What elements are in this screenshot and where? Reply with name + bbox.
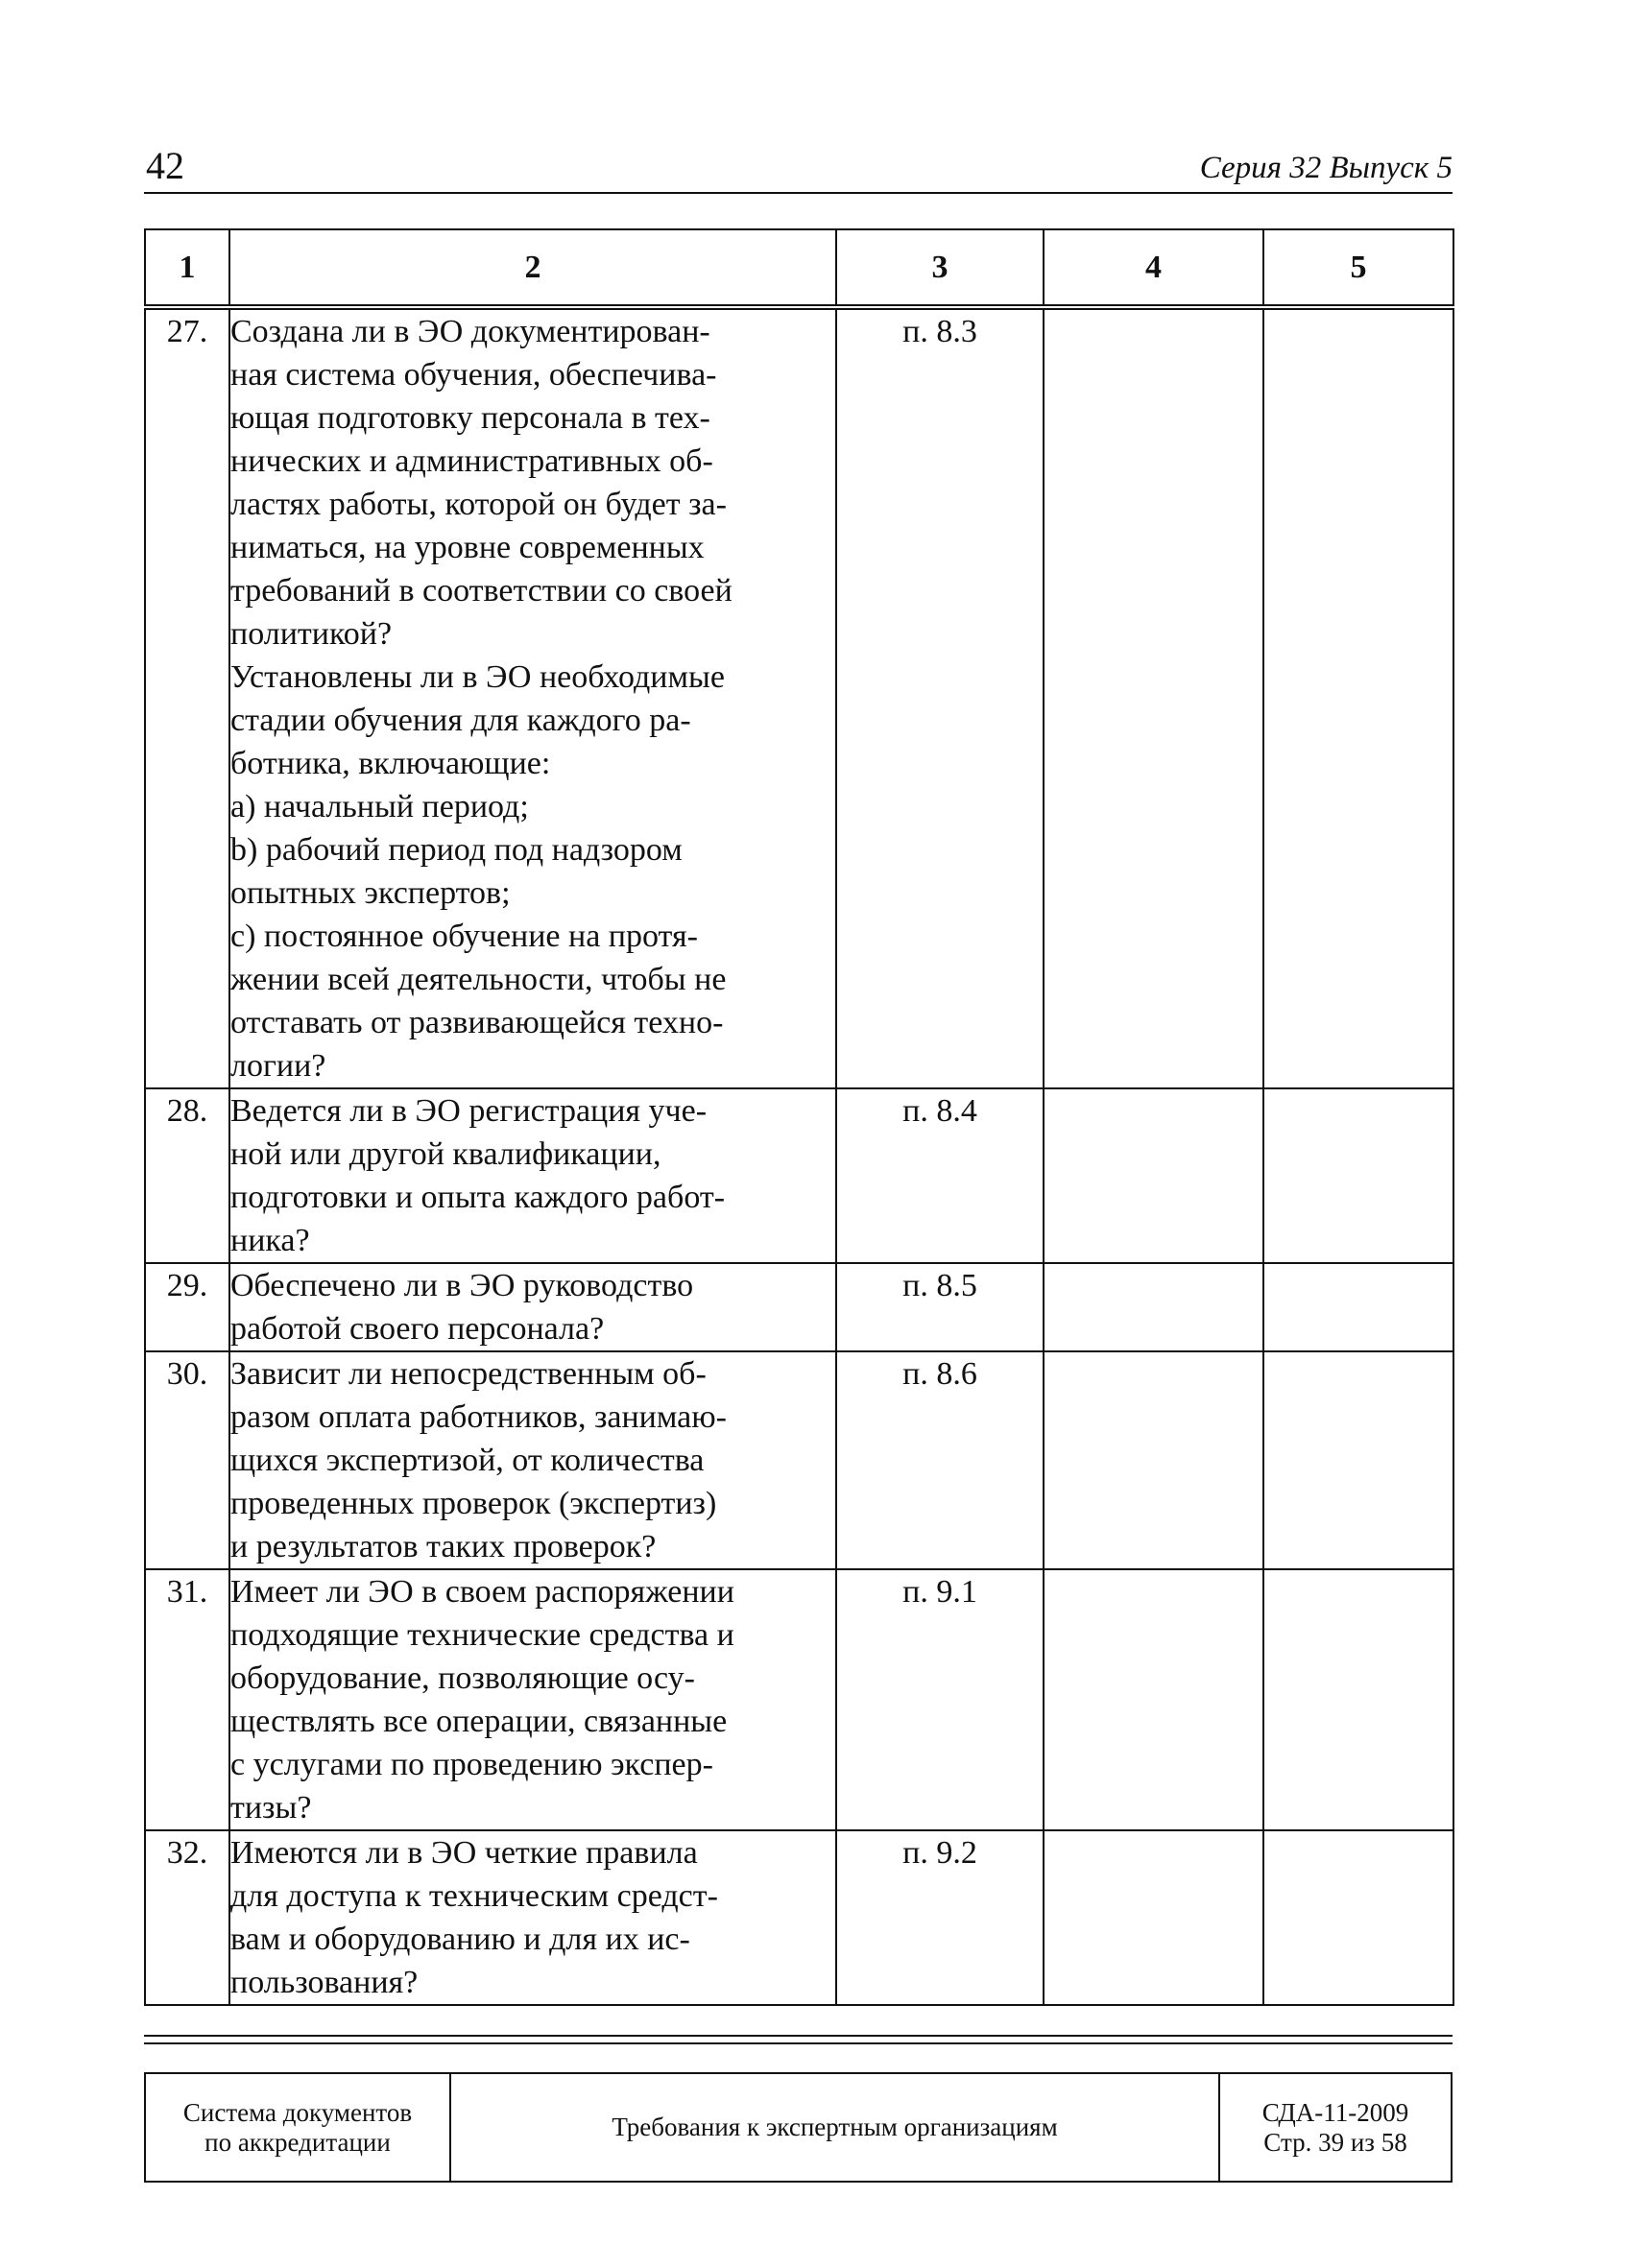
question-line: с) постоянное обучение на протя-: [230, 919, 698, 954]
question-line: ной или другой квалификации,: [230, 1136, 661, 1172]
column-5-cell: [1263, 1263, 1453, 1351]
question-line: вам и оборудованию и для их ис-: [230, 1922, 690, 1957]
question-line: отставать от развивающейся техно-: [230, 1005, 724, 1040]
column-5-cell: [1263, 307, 1453, 1088]
reference-cell: п. 8.6: [836, 1351, 1044, 1569]
question-line: ществлять все операции, связанные: [230, 1704, 728, 1739]
reference-cell: п. 8.4: [836, 1088, 1044, 1263]
row-number: 32.: [145, 1830, 229, 2005]
column-5-cell: [1263, 1569, 1453, 1830]
question-line: разом оплата работников, занимаю-: [230, 1399, 727, 1435]
question-line: ющая подготовку персонала в тех-: [230, 400, 710, 436]
question-line: пользования?: [230, 1965, 419, 2000]
checklist-table: [144, 228, 1454, 2006]
footer-page-info: Стр. 39 из 58: [1263, 2127, 1407, 2157]
question-line: жении всей деятельности, чтобы не: [230, 962, 727, 997]
question-cell: [229, 1569, 836, 1830]
question-line: политикой?: [230, 616, 393, 652]
row-number: 29.: [145, 1263, 229, 1351]
column-4-cell: [1044, 1351, 1263, 1569]
reference-cell: п. 8.3: [836, 307, 1044, 1088]
bottom-rule-lower: [144, 2042, 1453, 2044]
question-cell: [229, 1263, 836, 1351]
column-5-cell: [1263, 1830, 1453, 2005]
column-header-4: 4: [1044, 229, 1263, 307]
question-line: Имеются ли в ЭО четкие правила: [230, 1835, 698, 1871]
column-header-5: 5: [1263, 229, 1453, 307]
footer-title-cell: [451, 2074, 1220, 2181]
question-line: Зависит ли непосредственным об-: [230, 1356, 707, 1392]
column-5-cell: [1263, 1351, 1453, 1569]
column-4-cell: [1044, 307, 1263, 1088]
question-line: тизы?: [230, 1790, 312, 1826]
question-line: опытных экспертов;: [230, 875, 511, 911]
column-4-cell: [1044, 1088, 1263, 1263]
question-line: Установлены ли в ЭО необходимые: [230, 659, 725, 695]
table-row: [145, 1569, 1453, 1830]
question-line: подходящие технические средства и: [230, 1617, 734, 1653]
series-title: Серия 32 Выпуск 5: [1199, 151, 1453, 185]
column-5-cell: [1263, 1088, 1453, 1263]
question-line: оборудование, позволяющие осу-: [230, 1660, 695, 1696]
question-line: ботника, включающие:: [230, 746, 551, 781]
question-line: и результатов таких проверок?: [230, 1529, 657, 1564]
question-line: b) рабочий период под надзором: [230, 832, 683, 868]
reference-cell: п. 9.2: [836, 1830, 1044, 2005]
footer-system-cell: [146, 2074, 451, 2181]
question-cell: [229, 307, 836, 1088]
question-cell: [229, 1830, 836, 2005]
page-number: 42: [146, 144, 184, 187]
question-line: Имеет ли ЭО в своем распоряжении: [230, 1574, 734, 1610]
reference-cell: п. 8.5: [836, 1263, 1044, 1351]
question-line: ниматься, на уровне современных: [230, 530, 705, 565]
question-line: работой своего персонала?: [230, 1311, 605, 1347]
question-line: щихся экспертизой, от количества: [230, 1443, 705, 1478]
question-line: нических и административных об-: [230, 443, 713, 479]
table-row: [145, 1263, 1453, 1351]
row-number: 30.: [145, 1351, 229, 1569]
row-number: 27.: [145, 307, 229, 1088]
footer-system-line-2: по аккредитации: [204, 2127, 391, 2157]
question-line: для доступа к техническим средст-: [230, 1878, 718, 1914]
column-4-cell: [1044, 1263, 1263, 1351]
footer-title: Требования к экспертным организациям: [612, 2113, 1058, 2141]
table-row: [145, 1088, 1453, 1263]
question-line: подготовки и опыта каждого работ-: [230, 1180, 726, 1215]
question-line: ная система обучения, обеспечива-: [230, 357, 717, 393]
table-row: [145, 1351, 1453, 1569]
question-line: а) начальный период;: [230, 789, 529, 824]
table-row: [145, 1830, 1453, 2005]
question-line: требований в соответствии со своей: [230, 573, 732, 609]
question-line: логии?: [230, 1048, 326, 1084]
footer-block: [144, 2072, 1453, 2183]
column-4-cell: [1044, 1569, 1263, 1830]
table-row: [145, 307, 1453, 1088]
column-header-2: 2: [229, 229, 836, 307]
question-line: Обеспечено ли в ЭО руководство: [230, 1268, 694, 1303]
footer-doc-cell: [1220, 2074, 1451, 2181]
column-header-3: 3: [836, 229, 1044, 307]
column-4-cell: [1044, 1830, 1263, 2005]
question-line: ника?: [230, 1223, 310, 1258]
reference-cell: п. 9.1: [836, 1569, 1044, 1830]
question-cell: [229, 1088, 836, 1263]
footer-system-line-1: Система документов: [182, 2097, 413, 2127]
header-rule: [144, 192, 1453, 194]
question-line: проведенных проверок (экспертиз): [230, 1486, 717, 1521]
row-number: 31.: [145, 1569, 229, 1830]
column-header-1: 1: [145, 229, 229, 307]
row-number: 28.: [145, 1088, 229, 1263]
question-line: ластях работы, которой он будет за-: [230, 487, 727, 522]
footer-doc-code: СДА-11-2009: [1261, 2097, 1409, 2127]
question-line: стадии обучения для каждого ра-: [230, 703, 691, 738]
question-line: с услугами по проведению экспер-: [230, 1747, 713, 1782]
question-cell: [229, 1351, 836, 1569]
table-header-row: [145, 229, 1453, 307]
bottom-rule-upper: [144, 2035, 1453, 2037]
question-line: Ведется ли в ЭО регистрация уче-: [230, 1093, 708, 1129]
table-body: [145, 307, 1453, 2005]
question-line: Создана ли в ЭО документирован-: [230, 314, 710, 349]
